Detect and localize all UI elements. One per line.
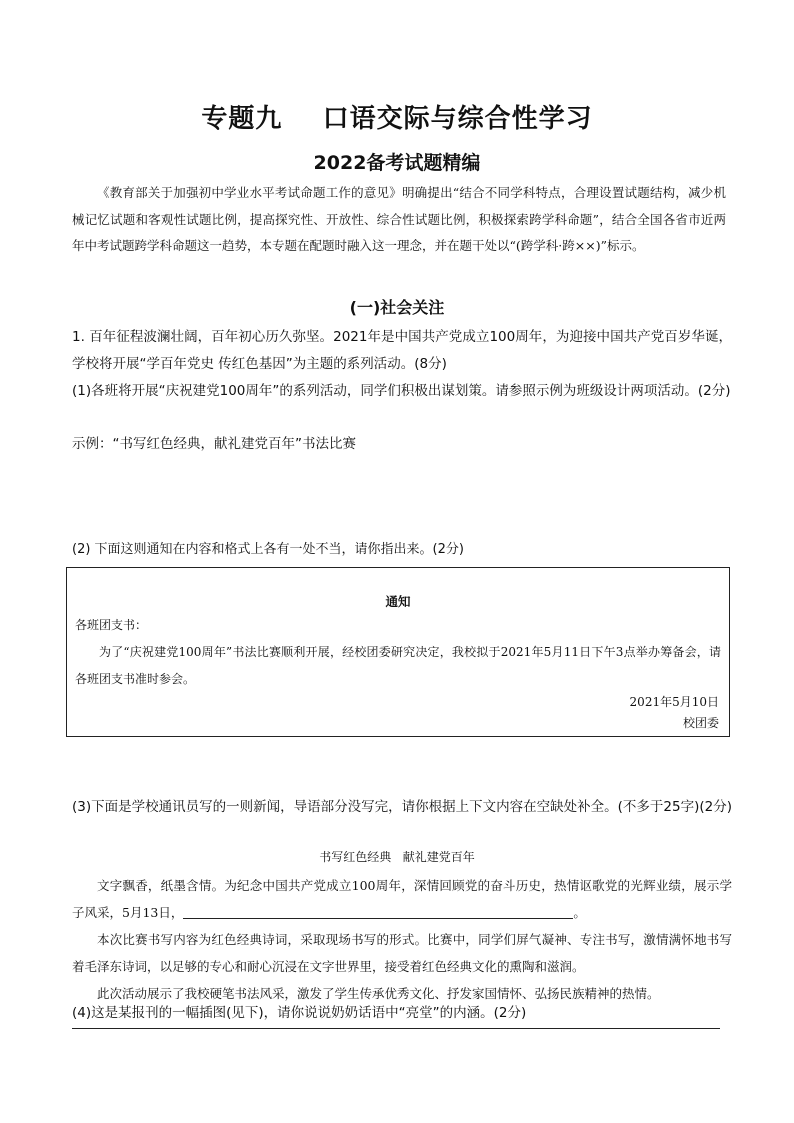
- question-1-part-4: (4)这是某报刊的一幅插图(见下)，请你说说奶奶话语中“亮堂”的内涵。(2分): [72, 1005, 527, 1021]
- question-1-part-2: (2) 下面这则通知在内容和格式上各有一处不当，请你指出来。(2分): [72, 542, 464, 557]
- news-paragraph-1: [72, 872, 732, 926]
- notice-box: [66, 567, 730, 737]
- page-title: 专题九 口语交际与综合性学习: [201, 104, 593, 134]
- notice-title: 通知: [385, 594, 411, 609]
- intro-paragraph: 《教育部关于加强初中学业水平考试命题工作的意见》明确提出“结合不同学科特点，合理设置试题结构，减少机械记忆试题和客观性试题比例，提高探究性、开放性、综合性试题比例，积极探索跨学科命题”，结合全国各省市近两年中考试题跨学科命题这一趋势，本专题在配题时融入这一理念，并在题干处以“(跨学科·跨××)”标示。: [72, 185, 726, 253]
- news-paragraph-3: 此次活动展示了我校硬笔书法风采，激发了学生传承优秀文化、抒发家国情怀、弘扬民族精神的热情。: [97, 986, 660, 1001]
- section-heading: (一)社会关注: [349, 298, 445, 317]
- news-paragraph-1-text: 文字飘香，纸墨含情。为纪念中国共产党成立100周年，深情回顾党的奋斗历史，热情讴歌党的光辉业绩，展示学子风采，5月13日，: [72, 878, 732, 920]
- news-paragraph-2: 本次比赛书写内容为红色经典诗词，采取现场书写的形式。比赛中，同学们屏气凝神、专注书写，激情满怀地书写着毛泽东诗词，以足够的专心和耐心沉浸在文字世界里，接受着红色经典文化的熏陶和滋润。: [72, 932, 732, 974]
- notice-date: 2021年5月10日: [629, 695, 719, 709]
- question-1-example: 示例：“书写红色经典，献礼建党百年”书法比赛: [72, 436, 356, 452]
- question-1-stem: 1. 百年征程波澜壮阔，百年初心历久弥坚。2021年是中国共产党成立100周年，为迎接中国共产党百岁华诞，学校将开展“学百年党史 传红色基因”为主题的系列活动。(8分): [72, 329, 732, 372]
- question-1-part-3: (3)下面是学校通讯员写的一则新闻，导语部分没写完，请你根据上下文内容在空缺处补全。(不多于25字)(2分): [72, 799, 732, 815]
- question-1-part-1: (1)各班将开展“庆祝建党100周年”的系列活动，同学们积极出谋划策。请参照示例为班级设计两项活动。(2分): [72, 383, 731, 399]
- news-title: 书写红色经典 献礼建党百年: [319, 850, 475, 864]
- answer-blank[interactable]: [183, 904, 573, 919]
- answer-line: [72, 1028, 720, 1029]
- news-paragraph-1-end: 。: [573, 905, 586, 920]
- notice-signature: 校团委: [682, 716, 719, 730]
- page-subtitle: 2022备考试题精编: [313, 152, 481, 174]
- notice-salutation: 各班团支书：: [75, 618, 148, 632]
- notice-body: 为了“庆祝建党100周年”书法比赛顺利开展，经校团委研究决定，我校拟于2021年5月11日下午3点举办筹备会，请各班团支书准时参会。: [75, 645, 721, 686]
